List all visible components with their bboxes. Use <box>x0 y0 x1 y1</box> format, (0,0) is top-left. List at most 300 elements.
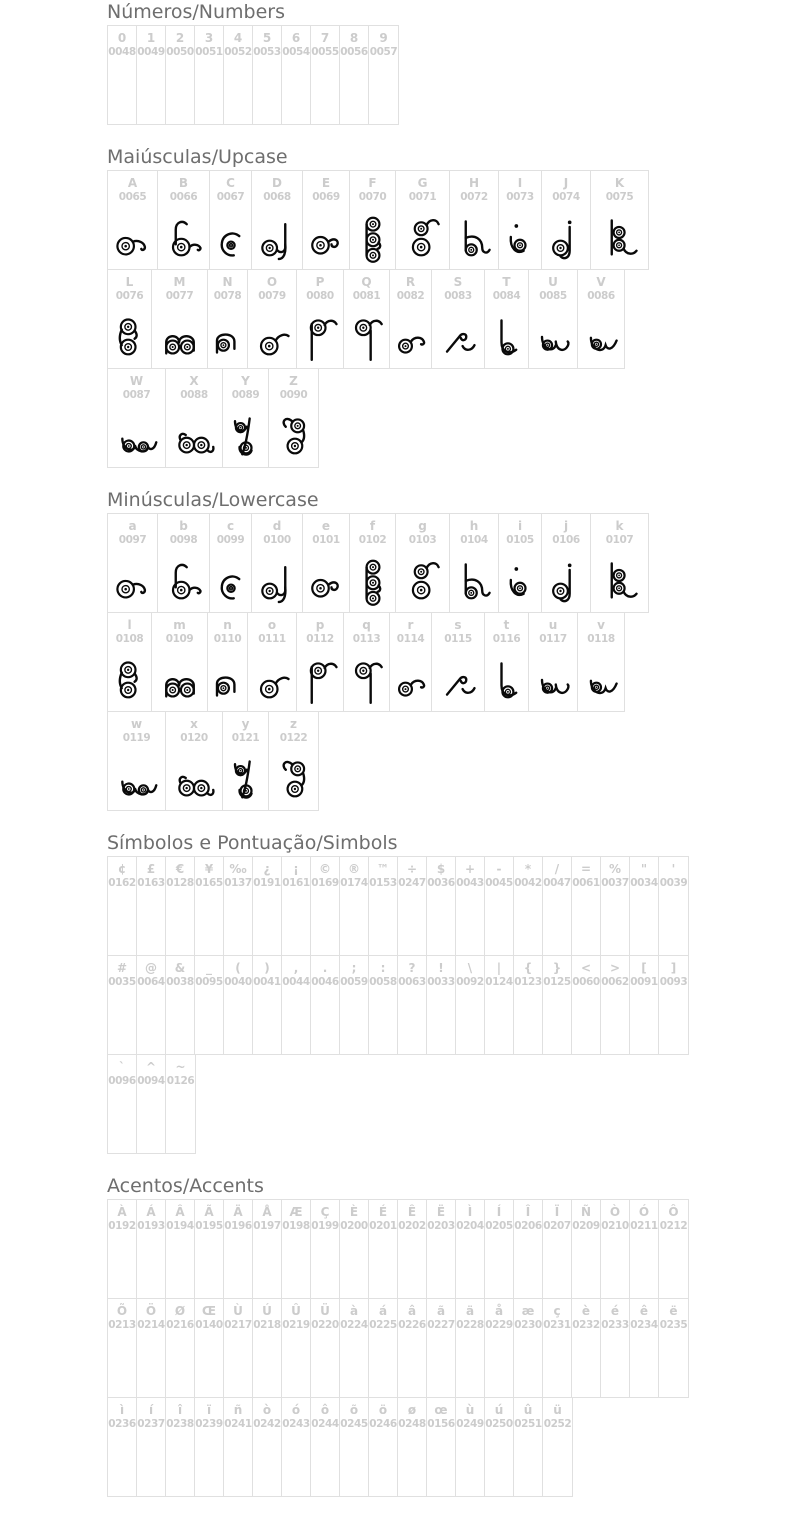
glyph-cell <box>158 171 210 269</box>
cell-character: X <box>189 374 199 388</box>
cell-code: 0071 <box>408 191 437 203</box>
cell-code: 0034 <box>630 877 658 889</box>
cell-character: ' <box>671 862 676 876</box>
glyph-drawing <box>345 308 389 364</box>
cell-code: 0192 <box>108 1220 136 1232</box>
cell-glyph-area <box>209 204 253 269</box>
glyph-drawing <box>250 651 294 707</box>
glyph-drawing <box>209 209 253 265</box>
cell-glyph-area <box>108 303 152 368</box>
cell-code: 0107 <box>605 534 634 546</box>
glyph-drawing <box>544 552 588 608</box>
cell-code: 0122 <box>279 732 308 744</box>
cell-character: ¢ <box>117 862 127 876</box>
cell-glyph-area <box>250 646 294 711</box>
glyph-drawing <box>351 552 395 608</box>
cell-code: 0067 <box>216 191 245 203</box>
cell-code: 0216 <box>166 1319 194 1331</box>
glyph-drawing <box>401 552 445 608</box>
glyph-cell <box>398 1398 427 1496</box>
cell-code: 0057 <box>369 46 398 58</box>
cell-code: 0066 <box>169 191 198 203</box>
cell-character: í <box>148 1403 154 1417</box>
cell-code: 0236 <box>108 1418 136 1430</box>
cell-code: 0239 <box>195 1418 223 1430</box>
glyph-cell <box>485 270 529 368</box>
glyph-drawing <box>158 308 202 364</box>
cell-character: l <box>127 618 132 632</box>
cell-code: 0085 <box>539 290 567 302</box>
glyph-cell <box>108 171 158 269</box>
cell-code: 0059 <box>340 976 368 988</box>
glyph-grid-uppercase <box>107 170 800 468</box>
cell-code: 0076 <box>115 290 144 302</box>
cell-character: ô <box>320 1403 330 1417</box>
glyph-cell <box>591 171 648 269</box>
glyph-cell <box>166 1299 195 1397</box>
cell-character: â <box>407 1304 417 1318</box>
cell-code: 0083 <box>444 290 472 302</box>
glyph-cell <box>208 270 248 368</box>
cell-character: æ <box>521 1304 535 1318</box>
cell-character: < <box>580 961 592 975</box>
cell-glyph-area <box>158 646 202 711</box>
cell-code: 0039 <box>659 877 688 889</box>
glyph-drawing <box>224 750 268 806</box>
glyph-cell <box>340 956 369 1054</box>
cell-glyph-area <box>172 745 216 810</box>
glyph-cell <box>398 857 427 955</box>
cell-character: Á <box>146 1205 156 1219</box>
cell-code: 0213 <box>108 1319 136 1331</box>
glyph-drawing <box>598 209 642 265</box>
glyph-cell <box>485 857 514 955</box>
glyph-drawing <box>351 209 395 265</box>
glyph-cell <box>499 514 542 612</box>
cell-character: # <box>116 961 128 975</box>
cell-code: 0200 <box>340 1220 368 1232</box>
cell-code: 0070 <box>358 191 387 203</box>
cell-code: 0038 <box>166 976 194 988</box>
cell-character: F <box>368 176 377 190</box>
cell-character: ù <box>465 1403 475 1417</box>
glyph-grid-row <box>107 25 399 125</box>
cell-glyph-area <box>436 303 480 368</box>
cell-character: ¥ <box>204 862 214 876</box>
cell-character: i <box>517 519 523 533</box>
cell-character: J <box>563 176 569 190</box>
cell-code: 0104 <box>460 534 488 546</box>
cell-code: 0061 <box>572 877 600 889</box>
cell-code: 0212 <box>659 1220 688 1232</box>
glyph-cell <box>311 857 340 955</box>
cell-character: ( <box>235 961 241 975</box>
cell-character: z <box>290 717 297 731</box>
glyph-cell <box>398 1200 427 1298</box>
cell-code: 0209 <box>572 1220 600 1232</box>
glyph-cell <box>195 1299 224 1397</box>
cell-character: 7 <box>320 31 330 45</box>
cell-character: V <box>596 275 606 289</box>
glyph-cell <box>572 1299 601 1397</box>
cell-code: 0115 <box>444 633 472 645</box>
cell-code: 0203 <box>427 1220 455 1232</box>
cell-character: ~ <box>175 1060 186 1074</box>
glyph-cell <box>224 1299 253 1397</box>
cell-glyph-area <box>158 303 202 368</box>
cell-code: 0105 <box>506 534 534 546</box>
cell-code: 0106 <box>552 534 580 546</box>
cell-character: ™ <box>377 862 389 876</box>
cell-character: \ <box>467 961 473 975</box>
cell-glyph-area <box>304 204 348 269</box>
cell-code: 0123 <box>514 976 542 988</box>
cell-character: Ê <box>407 1205 417 1219</box>
glyph-cell <box>108 514 158 612</box>
glyph-grid-symbols <box>107 856 800 1154</box>
cell-code: 0237 <box>137 1418 165 1430</box>
cell-code: 0231 <box>543 1319 571 1331</box>
glyph-cell <box>543 1200 572 1298</box>
glyph-cell <box>485 1299 514 1397</box>
cell-code: 0099 <box>216 534 245 546</box>
glyph-cell <box>297 270 344 368</box>
cell-character: ^ <box>145 1060 157 1074</box>
glyph-drawing <box>579 308 623 364</box>
cell-code: 0230 <box>514 1319 542 1331</box>
cell-character: U <box>548 275 558 289</box>
cell-code: 0045 <box>485 877 513 889</box>
cell-character: @ <box>145 961 157 975</box>
glyph-cell <box>108 270 152 368</box>
glyph-cell <box>137 1055 166 1153</box>
cell-code: 0165 <box>195 877 223 889</box>
cell-glyph-area <box>351 547 395 612</box>
cell-character: d <box>272 519 282 533</box>
glyph-cell <box>591 514 648 612</box>
glyph-drawing <box>255 552 299 608</box>
glyph-cell <box>485 1398 514 1496</box>
cell-character: e <box>321 519 331 533</box>
glyph-cell <box>514 1200 543 1298</box>
cell-glyph-area <box>485 303 529 368</box>
section-uppercase <box>107 147 800 468</box>
cell-glyph-area <box>272 402 316 467</box>
cell-code: 0101 <box>312 534 340 546</box>
glyph-cell <box>340 26 369 124</box>
cell-character: " <box>640 862 648 876</box>
cell-code: 0233 <box>601 1319 629 1331</box>
cell-character: Æ <box>289 1205 303 1219</box>
glyph-cell <box>601 857 630 955</box>
cell-code: 0194 <box>166 1220 194 1232</box>
cell-character: å <box>494 1304 504 1318</box>
cell-character: £ <box>146 862 156 876</box>
glyph-cell <box>340 1200 369 1298</box>
cell-code: 0078 <box>213 290 242 302</box>
glyph-cell <box>253 1200 282 1298</box>
cell-character: c <box>226 519 235 533</box>
cell-character: W <box>129 374 144 388</box>
glyph-grid-lowercase <box>107 513 800 811</box>
cell-code: 0211 <box>630 1220 658 1232</box>
cell-code: 0052 <box>224 46 252 58</box>
glyph-drawing <box>115 750 159 806</box>
glyph-cell <box>166 26 195 124</box>
cell-code: 0201 <box>369 1220 397 1232</box>
cell-glyph-area <box>255 547 299 612</box>
cell-code: 0063 <box>398 976 426 988</box>
cell-character: ? <box>408 961 416 975</box>
glyph-cell <box>269 712 318 810</box>
cell-code: 0108 <box>115 633 144 645</box>
cell-character: v <box>597 618 605 632</box>
cell-character: y <box>241 717 250 731</box>
cell-code: 0198 <box>282 1220 310 1232</box>
cell-character: ç <box>553 1304 561 1318</box>
glyph-cell <box>398 1299 427 1397</box>
glyph-drawing <box>250 308 294 364</box>
cell-character: f <box>369 519 376 533</box>
cell-code: 0220 <box>311 1319 339 1331</box>
cell-code: 0058 <box>369 976 397 988</box>
cell-character: O <box>266 275 278 289</box>
cell-character: Å <box>262 1205 272 1219</box>
cell-code: 0163 <box>137 877 165 889</box>
glyph-cell <box>253 1398 282 1496</box>
glyph-drawing <box>544 209 588 265</box>
cell-code: 0224 <box>340 1319 368 1331</box>
cell-code: 0226 <box>398 1319 426 1331</box>
cell-character: , <box>293 961 299 975</box>
cell-glyph-area <box>255 204 299 269</box>
cell-glyph-area <box>298 303 342 368</box>
glyph-drawing <box>111 552 155 608</box>
cell-glyph-area <box>498 547 542 612</box>
cell-character: ò <box>262 1403 272 1417</box>
cell-code: 0064 <box>137 976 165 988</box>
glyph-cell <box>450 171 499 269</box>
cell-code: 0054 <box>282 46 310 58</box>
glyph-cell <box>543 956 572 1054</box>
cell-code: 0118 <box>587 633 615 645</box>
cell-character: ® <box>348 862 360 876</box>
cell-code: 0244 <box>311 1418 339 1430</box>
cell-code: 0243 <box>282 1418 310 1430</box>
glyph-drawing <box>158 651 202 707</box>
cell-code: 0207 <box>543 1220 571 1232</box>
glyph-cell <box>390 613 432 711</box>
glyph-cell <box>542 171 591 269</box>
cell-character: Œ <box>201 1304 216 1318</box>
cell-character: j <box>563 519 569 533</box>
cell-character: D <box>272 176 282 190</box>
glyph-cell <box>137 1200 166 1298</box>
cell-code: 0199 <box>311 1220 339 1232</box>
glyph-drawing <box>498 209 542 265</box>
cell-glyph-area <box>250 303 294 368</box>
cell-character: . <box>322 961 328 975</box>
glyph-drawing <box>162 552 206 608</box>
cell-code: 0056 <box>340 46 368 58</box>
cell-glyph-area <box>531 646 575 711</box>
glyph-cell <box>166 712 223 810</box>
glyph-cell <box>514 857 543 955</box>
cell-code: 0081 <box>352 290 381 302</box>
glyph-cell <box>485 956 514 1054</box>
cell-character: œ <box>434 1403 448 1417</box>
section-symbols <box>107 833 800 1154</box>
cell-glyph-area <box>298 646 342 711</box>
glyph-drawing <box>531 308 575 364</box>
cell-code: 0125 <box>543 976 571 988</box>
cell-character: Z <box>289 374 298 388</box>
glyph-cell <box>311 1398 340 1496</box>
cell-code: 0252 <box>543 1418 572 1430</box>
cell-code: 0080 <box>306 290 334 302</box>
cell-character: ¡ <box>293 862 299 876</box>
cell-character: & <box>174 961 186 975</box>
glyph-cell <box>485 613 529 711</box>
cell-character: : <box>380 961 386 975</box>
glyph-cell <box>572 956 601 1054</box>
cell-glyph-area <box>401 547 445 612</box>
cell-code: 0075 <box>605 191 634 203</box>
glyph-cell <box>398 956 427 1054</box>
cell-character: w <box>130 717 143 731</box>
cell-character: A <box>127 176 138 190</box>
glyph-drawing <box>436 308 480 364</box>
glyph-cell <box>166 369 223 467</box>
cell-code: 0094 <box>137 1075 165 1087</box>
cell-character: | <box>496 961 502 975</box>
glyph-cell <box>166 1200 195 1298</box>
cell-character: î <box>177 1403 183 1417</box>
cell-character: Ï <box>554 1205 560 1219</box>
glyph-cell <box>282 956 311 1054</box>
glyph-drawing <box>304 209 348 265</box>
glyph-cell <box>543 1398 572 1496</box>
cell-code: 0043 <box>456 877 484 889</box>
cell-character: K <box>614 176 625 190</box>
cell-code: 0050 <box>166 46 194 58</box>
glyph-drawing <box>304 552 348 608</box>
glyph-drawing <box>272 750 316 806</box>
cell-character: x <box>190 717 198 731</box>
cell-glyph-area <box>304 547 348 612</box>
cell-code: 0079 <box>258 290 286 302</box>
cell-character: Ö <box>145 1304 157 1318</box>
cell-code: 0228 <box>456 1319 484 1331</box>
cell-code: 0128 <box>166 877 194 889</box>
cell-character: ] <box>670 961 677 975</box>
glyph-cell <box>344 270 390 368</box>
glyph-cell <box>282 857 311 955</box>
cell-character: 9 <box>379 31 388 45</box>
cell-glyph-area <box>598 204 642 269</box>
cell-code: 0116 <box>492 633 521 645</box>
cell-character: 4 <box>233 31 243 45</box>
cell-code: 0082 <box>396 290 425 302</box>
cell-character: õ <box>349 1403 359 1417</box>
cell-code: 0065 <box>118 191 147 203</box>
cell-code: 0206 <box>514 1220 542 1232</box>
glyph-cell <box>253 956 282 1054</box>
cell-code: 0077 <box>165 290 194 302</box>
cell-character: $ <box>436 862 446 876</box>
cell-character: N <box>222 275 233 289</box>
cell-character: Q <box>361 275 372 289</box>
glyph-cell <box>166 1055 195 1153</box>
cell-character: L <box>125 275 134 289</box>
glyph-cell <box>344 613 390 711</box>
glyph-cell <box>630 956 659 1054</box>
cell-code: 0069 <box>312 191 340 203</box>
cell-character: ` <box>119 1060 125 1074</box>
cell-code: 0091 <box>630 976 658 988</box>
glyph-cell <box>543 857 572 955</box>
glyph-cell <box>252 171 303 269</box>
cell-character: é <box>610 1304 620 1318</box>
glyph-cell <box>369 1398 398 1496</box>
cell-glyph-area <box>115 402 159 467</box>
glyph-cell <box>572 1200 601 1298</box>
cell-glyph-area <box>115 745 159 810</box>
cell-character: Ã <box>204 1205 214 1219</box>
glyph-cell <box>137 26 166 124</box>
cell-code: 0087 <box>122 389 151 401</box>
glyph-grid-row <box>107 368 319 468</box>
glyph-cell <box>137 956 166 1054</box>
glyph-cell <box>303 514 350 612</box>
cell-code: 0204 <box>456 1220 484 1232</box>
cell-character: _ <box>206 961 212 975</box>
glyph-drawing <box>298 308 342 364</box>
cell-character: © <box>319 862 331 876</box>
cell-code: 0049 <box>137 46 165 58</box>
glyph-cell <box>108 613 152 711</box>
cell-glyph-area <box>162 204 206 269</box>
cell-character: Ú <box>262 1304 272 1318</box>
cell-character: à <box>349 1304 359 1318</box>
cell-code: 0114 <box>396 633 425 645</box>
cell-code: 0072 <box>460 191 488 203</box>
glyph-cell <box>195 956 224 1054</box>
cell-code: 0103 <box>408 534 437 546</box>
cell-character: I <box>517 176 523 190</box>
glyph-cell <box>514 956 543 1054</box>
cell-character: á <box>378 1304 388 1318</box>
cell-glyph-area <box>272 745 316 810</box>
glyph-cell <box>572 857 601 955</box>
cell-glyph-area <box>108 646 152 711</box>
glyph-grid-row <box>107 1397 573 1497</box>
cell-character: H <box>468 176 480 190</box>
glyph-cell <box>369 1200 398 1298</box>
glyph-grid-row <box>107 955 689 1055</box>
cell-code: 0102 <box>358 534 387 546</box>
cell-character: M <box>173 275 186 289</box>
glyph-cell <box>166 857 195 955</box>
cell-code: 0238 <box>166 1418 194 1430</box>
cell-code: 0140 <box>195 1319 223 1331</box>
glyph-cell <box>630 1200 659 1298</box>
glyph-cell <box>248 270 297 368</box>
glyph-cell <box>108 956 137 1054</box>
cell-glyph-area <box>111 547 155 612</box>
cell-code: 0242 <box>253 1418 281 1430</box>
glyph-drawing <box>436 651 480 707</box>
